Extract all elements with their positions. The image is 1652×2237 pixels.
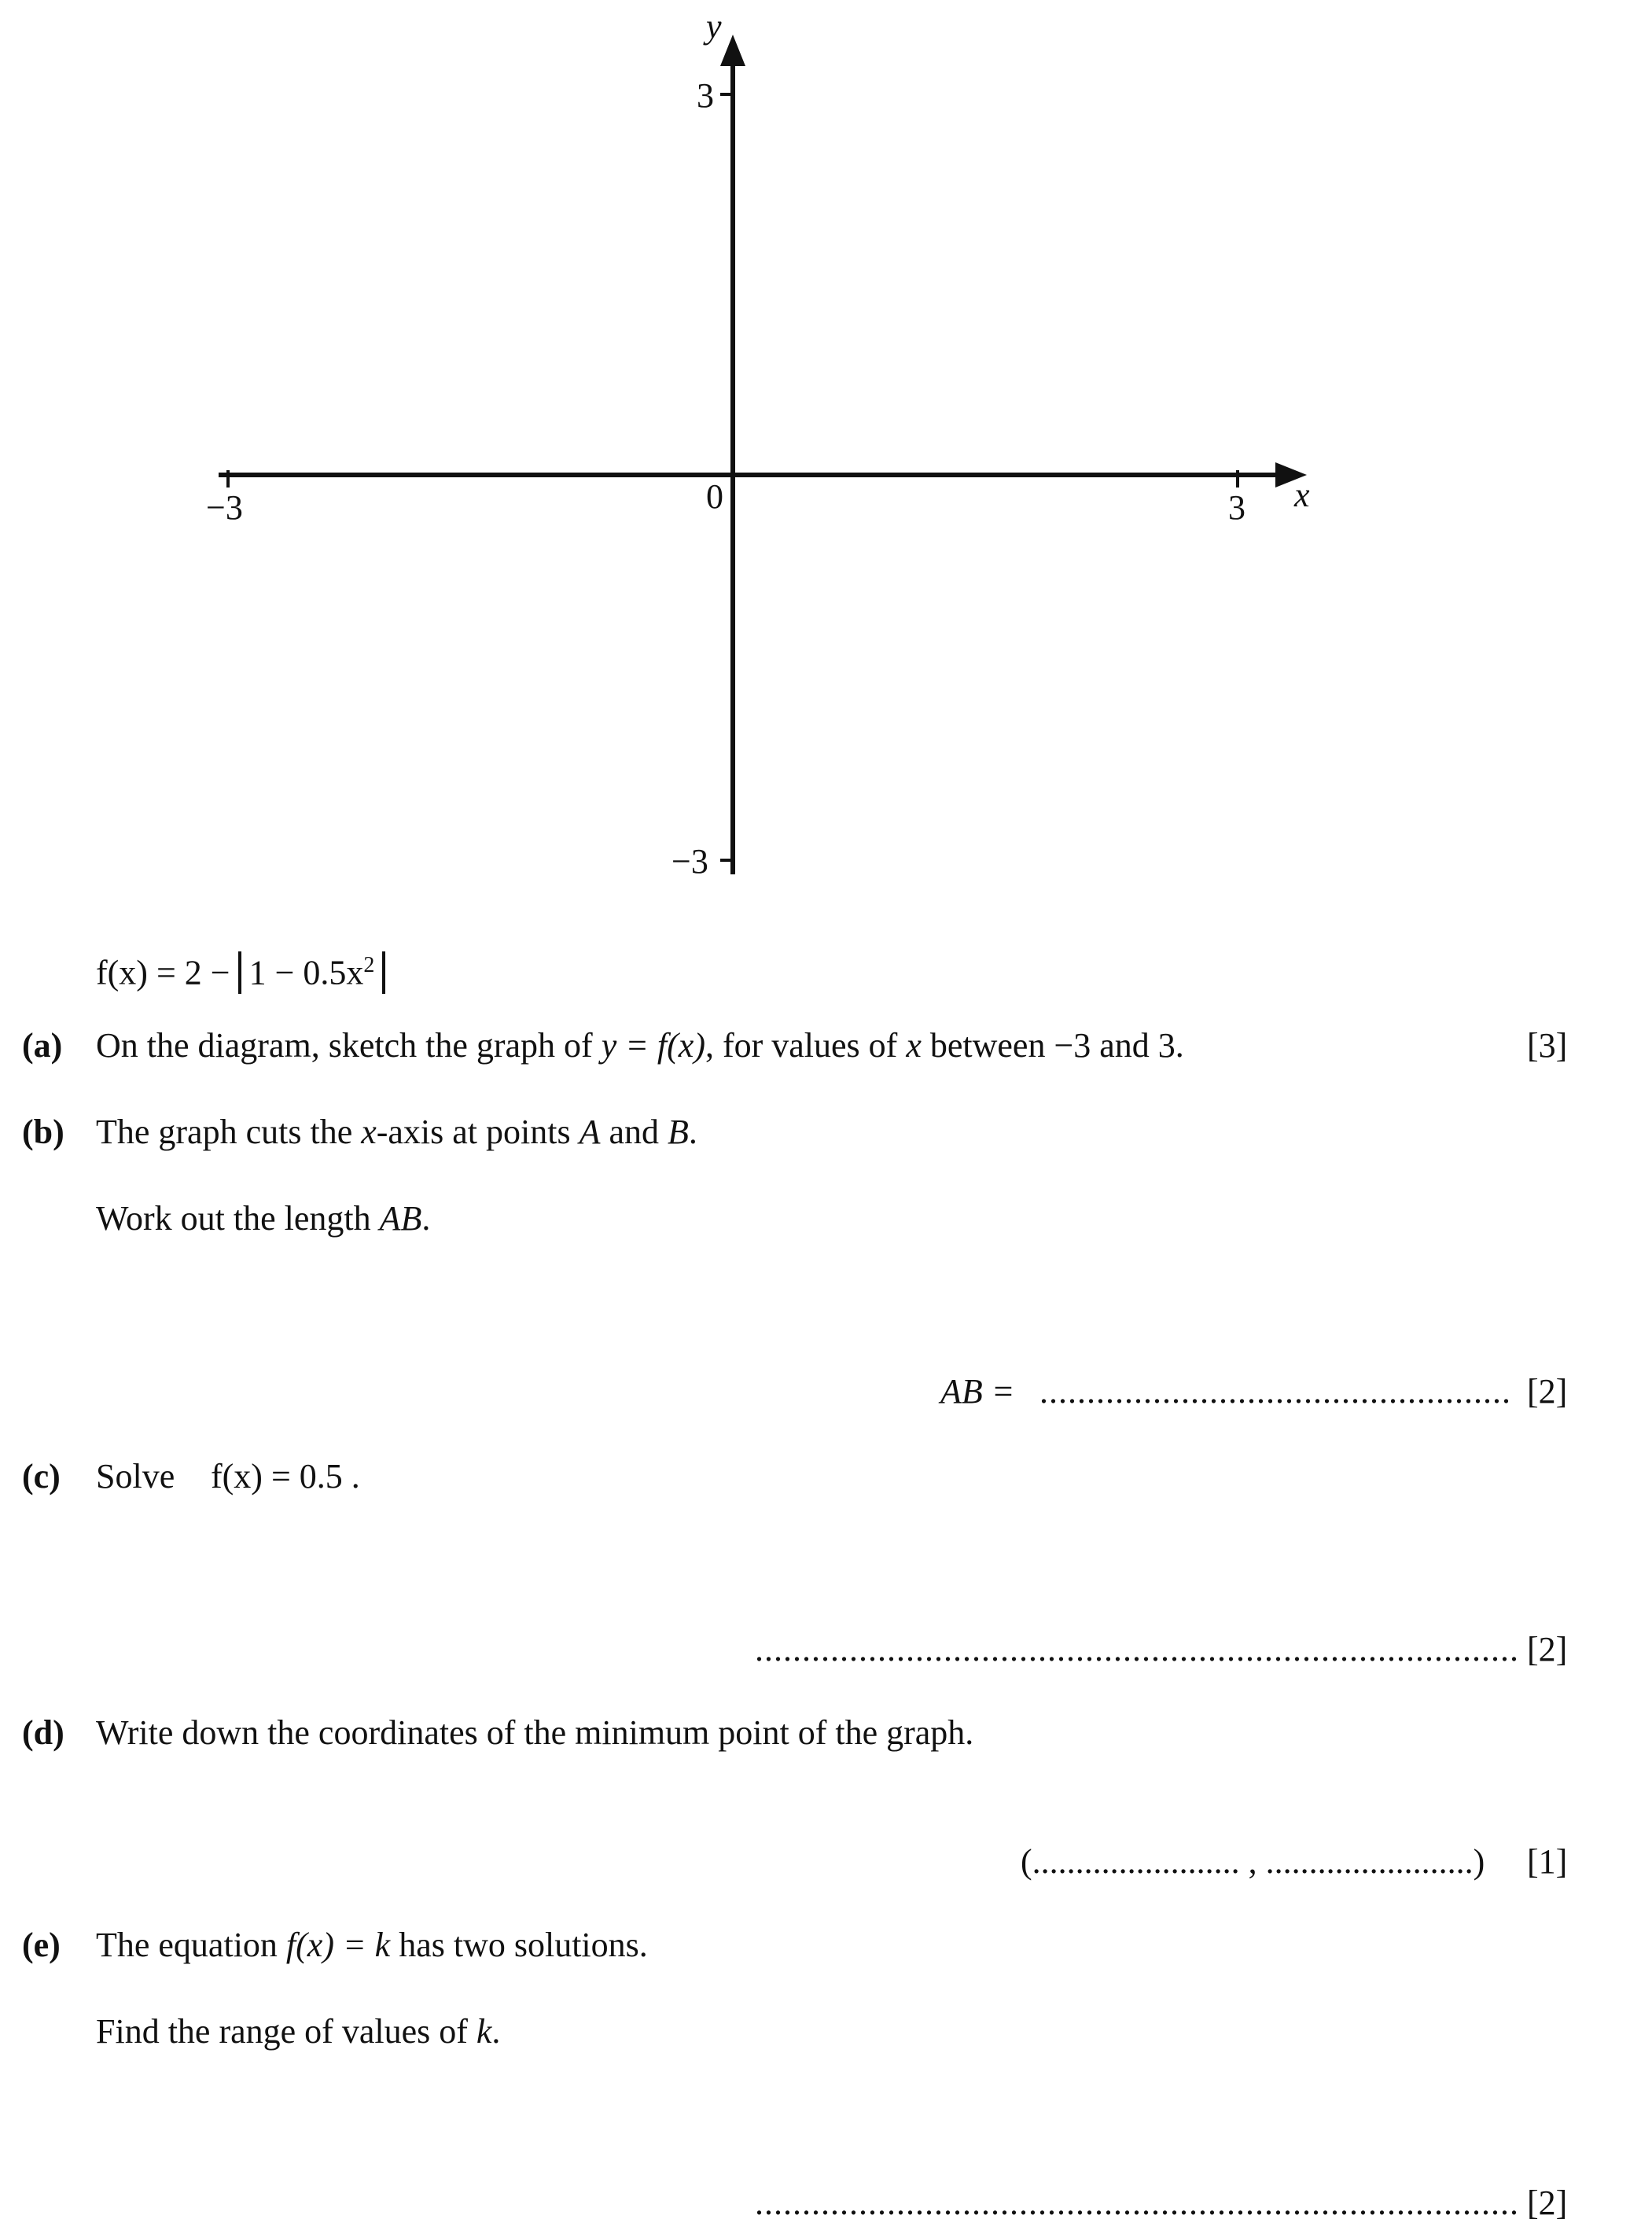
question-e-text1-pre: The equation xyxy=(96,1926,286,1964)
question-b-text1-end: . xyxy=(688,1113,697,1151)
question-b-var-ab: AB xyxy=(379,1199,422,1238)
question-d-label: (d) xyxy=(22,1713,64,1752)
question-b-text1-mid: -axis at points xyxy=(376,1113,579,1151)
answer-b-field[interactable]: .................................................. xyxy=(1039,1372,1511,1411)
question-c-expr: f(x) = 0.5 . xyxy=(211,1457,360,1496)
point-b-label: B xyxy=(668,1113,689,1151)
question-b-and: and xyxy=(600,1113,668,1151)
function-lhs: f(x) = 2 − xyxy=(96,953,230,992)
question-e-label: (e) xyxy=(22,1926,61,1964)
question-a-var: x xyxy=(906,1026,922,1065)
answer-d-field[interactable]: (........................ , ........................) xyxy=(1021,1842,1485,1881)
question-a-text-post: between −3 and 3. xyxy=(921,1026,1184,1065)
y-tick-label-top: 3 xyxy=(697,76,714,115)
function-inside: 1 − 0.5x xyxy=(248,953,364,992)
question-a-label: (a) xyxy=(22,1026,63,1065)
question-e-text2-pre: Find the range of values of xyxy=(96,2012,476,2051)
axes-diagram xyxy=(0,0,1652,889)
answer-b-label: AB = xyxy=(940,1372,1015,1411)
question-b-label: (b) xyxy=(22,1113,64,1151)
x-tick-label-left: −3 xyxy=(206,488,243,527)
y-axis-arrowhead xyxy=(720,35,745,66)
question-b-text1-pre: The graph cuts the xyxy=(96,1113,362,1151)
answer-e-field[interactable]: ................................................................................. xyxy=(755,2184,1519,2222)
question-a-marks: [3] xyxy=(1527,1026,1568,1065)
function-definition xyxy=(96,945,385,994)
question-b-text2-pre: Work out the length xyxy=(96,1199,380,1238)
question-d-text: Write down the coordinates of the minimum point of the graph. xyxy=(96,1713,974,1752)
question-a-expr: y = f(x) xyxy=(601,1026,705,1065)
question-e-text1 xyxy=(96,1925,648,1966)
question-c-marks: [2] xyxy=(1527,1630,1568,1669)
question-c-text: Solve xyxy=(96,1457,175,1496)
question-a-text-mid: , for values of xyxy=(705,1026,907,1065)
point-a-label: A xyxy=(579,1113,601,1151)
question-e-marks: [2] xyxy=(1527,2184,1568,2222)
answer-c-field[interactable]: ................................................................................. xyxy=(755,1630,1519,1669)
question-b-text2-end: . xyxy=(421,1199,431,1238)
question-b-text2 xyxy=(96,1198,430,1239)
y-tick-label-bottom: −3 xyxy=(671,842,708,881)
x-axis-label: x xyxy=(1294,476,1310,514)
question-b-var-x: x xyxy=(361,1113,377,1151)
question-e-text2 xyxy=(96,2011,500,2052)
question-e-var-k: k xyxy=(476,2012,492,2051)
question-b-marks: [2] xyxy=(1527,1372,1568,1411)
question-e-text2-end: . xyxy=(491,2012,501,2051)
question-e-expr: f(x) = k xyxy=(285,1926,391,1964)
question-b-text1 xyxy=(96,1112,697,1153)
abs-bar-right xyxy=(382,951,385,994)
question-c-label: (c) xyxy=(22,1457,61,1496)
question-d-marks: [1] xyxy=(1527,1842,1568,1881)
abs-bar-left xyxy=(238,951,241,994)
question-a-text-pre: On the diagram, sketch the graph of xyxy=(96,1026,602,1065)
x-tick-label-right: 3 xyxy=(1228,488,1245,527)
question-a-text xyxy=(96,1025,1184,1066)
origin-label: 0 xyxy=(706,477,723,516)
function-exponent: 2 xyxy=(363,953,375,977)
question-e-text1-post: has two solutions. xyxy=(390,1926,648,1964)
y-axis-label: y xyxy=(706,7,722,46)
